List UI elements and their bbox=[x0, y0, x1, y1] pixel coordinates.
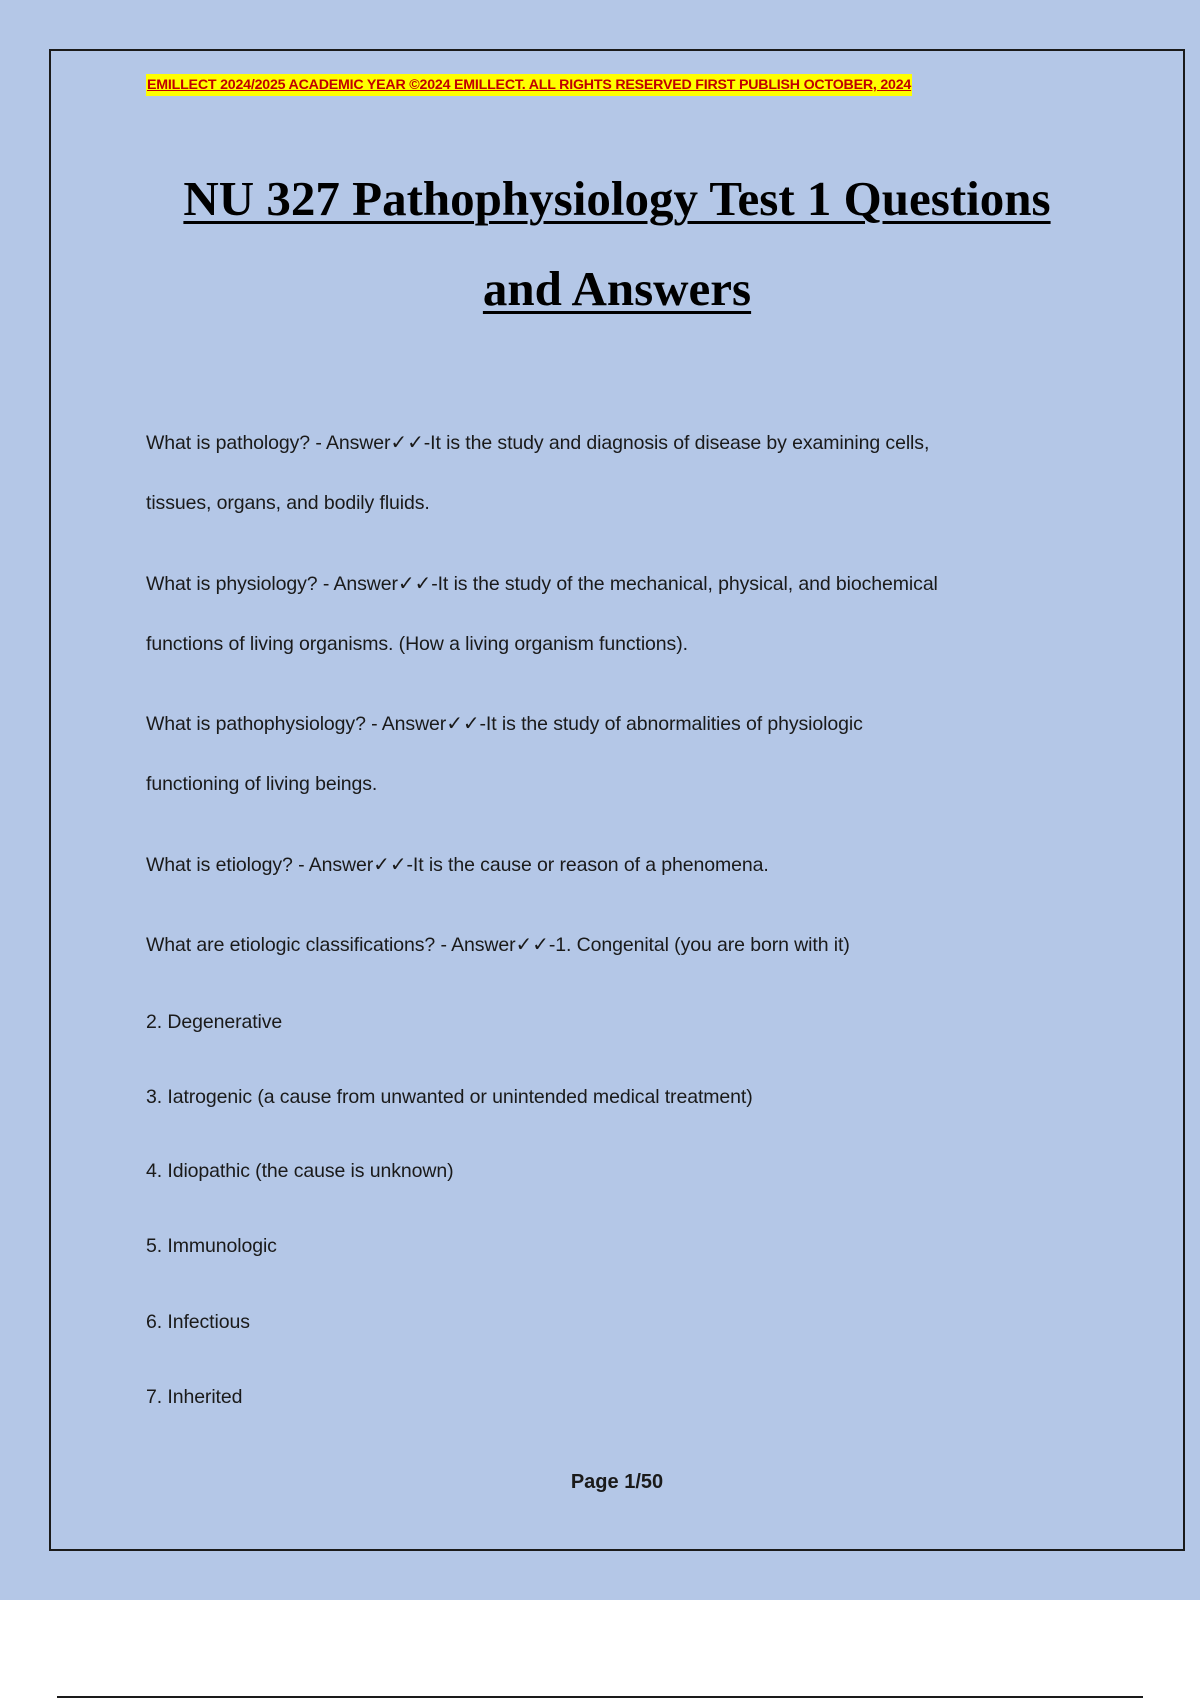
double-check-icon: ✓✓ bbox=[446, 711, 480, 735]
question-text: What is physiology? - Answer bbox=[146, 573, 398, 595]
qa-item-etiologic-classifications bbox=[146, 932, 850, 957]
qa-item-etiology bbox=[146, 852, 769, 877]
qa-item-pathophysiology bbox=[146, 711, 863, 736]
double-check-icon: ✓✓ bbox=[373, 852, 407, 876]
copyright-banner: EMILLECT 2024/2025 ACADEMIC YEAR ©2024 EMILLECT. ALL RIGHTS RESERVED FIRST PUBLISH OCTOBER, 2024 bbox=[146, 74, 912, 96]
list-item: 3. Iatrogenic (a cause from unwanted or unintended medical treatment) bbox=[146, 1086, 753, 1108]
list-item: 2. Degenerative bbox=[146, 1011, 283, 1033]
answer-text: -It is the study of abnormalities of physiologic bbox=[479, 713, 863, 735]
double-check-icon: ✓✓ bbox=[397, 571, 432, 595]
answer-continuation: functions of living organisms. (How a living organism functions). bbox=[146, 633, 688, 655]
answer-continuation: tissues, organs, and bodily fluids. bbox=[146, 492, 430, 514]
document-title-line-1: NU 327 Pathophysiology Test 1 Questions bbox=[183, 171, 1051, 226]
answer-continuation: functioning of living beings. bbox=[146, 773, 378, 795]
list-item: 4. Idiopathic (the cause is unknown) bbox=[146, 1160, 454, 1182]
page-number: Page 1/50 bbox=[570, 1471, 664, 1493]
document-title-line-2: and Answers bbox=[482, 261, 752, 316]
list-item: 7. Inherited bbox=[146, 1386, 243, 1408]
list-item: 6. Infectious bbox=[146, 1311, 250, 1333]
answer-text: -It is the study and diagnosis of disease by examining cells, bbox=[423, 432, 930, 454]
double-check-icon: ✓✓ bbox=[390, 430, 424, 454]
question-text: What is etiology? - Answer bbox=[146, 854, 374, 876]
question-text: What are etiologic classifications? - Answer bbox=[146, 934, 516, 956]
list-item: 5. Immunologic bbox=[146, 1235, 277, 1257]
answer-text: -1. Congenital (you are born with it) bbox=[548, 934, 850, 956]
qa-item-pathology bbox=[146, 430, 929, 455]
answer-text: -It is the study of the mechanical, physical, and biochemical bbox=[431, 573, 938, 595]
question-text: What is pathology? - Answer bbox=[146, 432, 391, 454]
answer-text: -It is the cause or reason of a phenomena. bbox=[406, 854, 769, 876]
qa-item-physiology bbox=[146, 571, 938, 596]
divider bbox=[57, 1696, 1143, 1698]
question-text: What is pathophysiology? - Answer bbox=[146, 713, 447, 735]
double-check-icon: ✓✓ bbox=[515, 932, 549, 956]
